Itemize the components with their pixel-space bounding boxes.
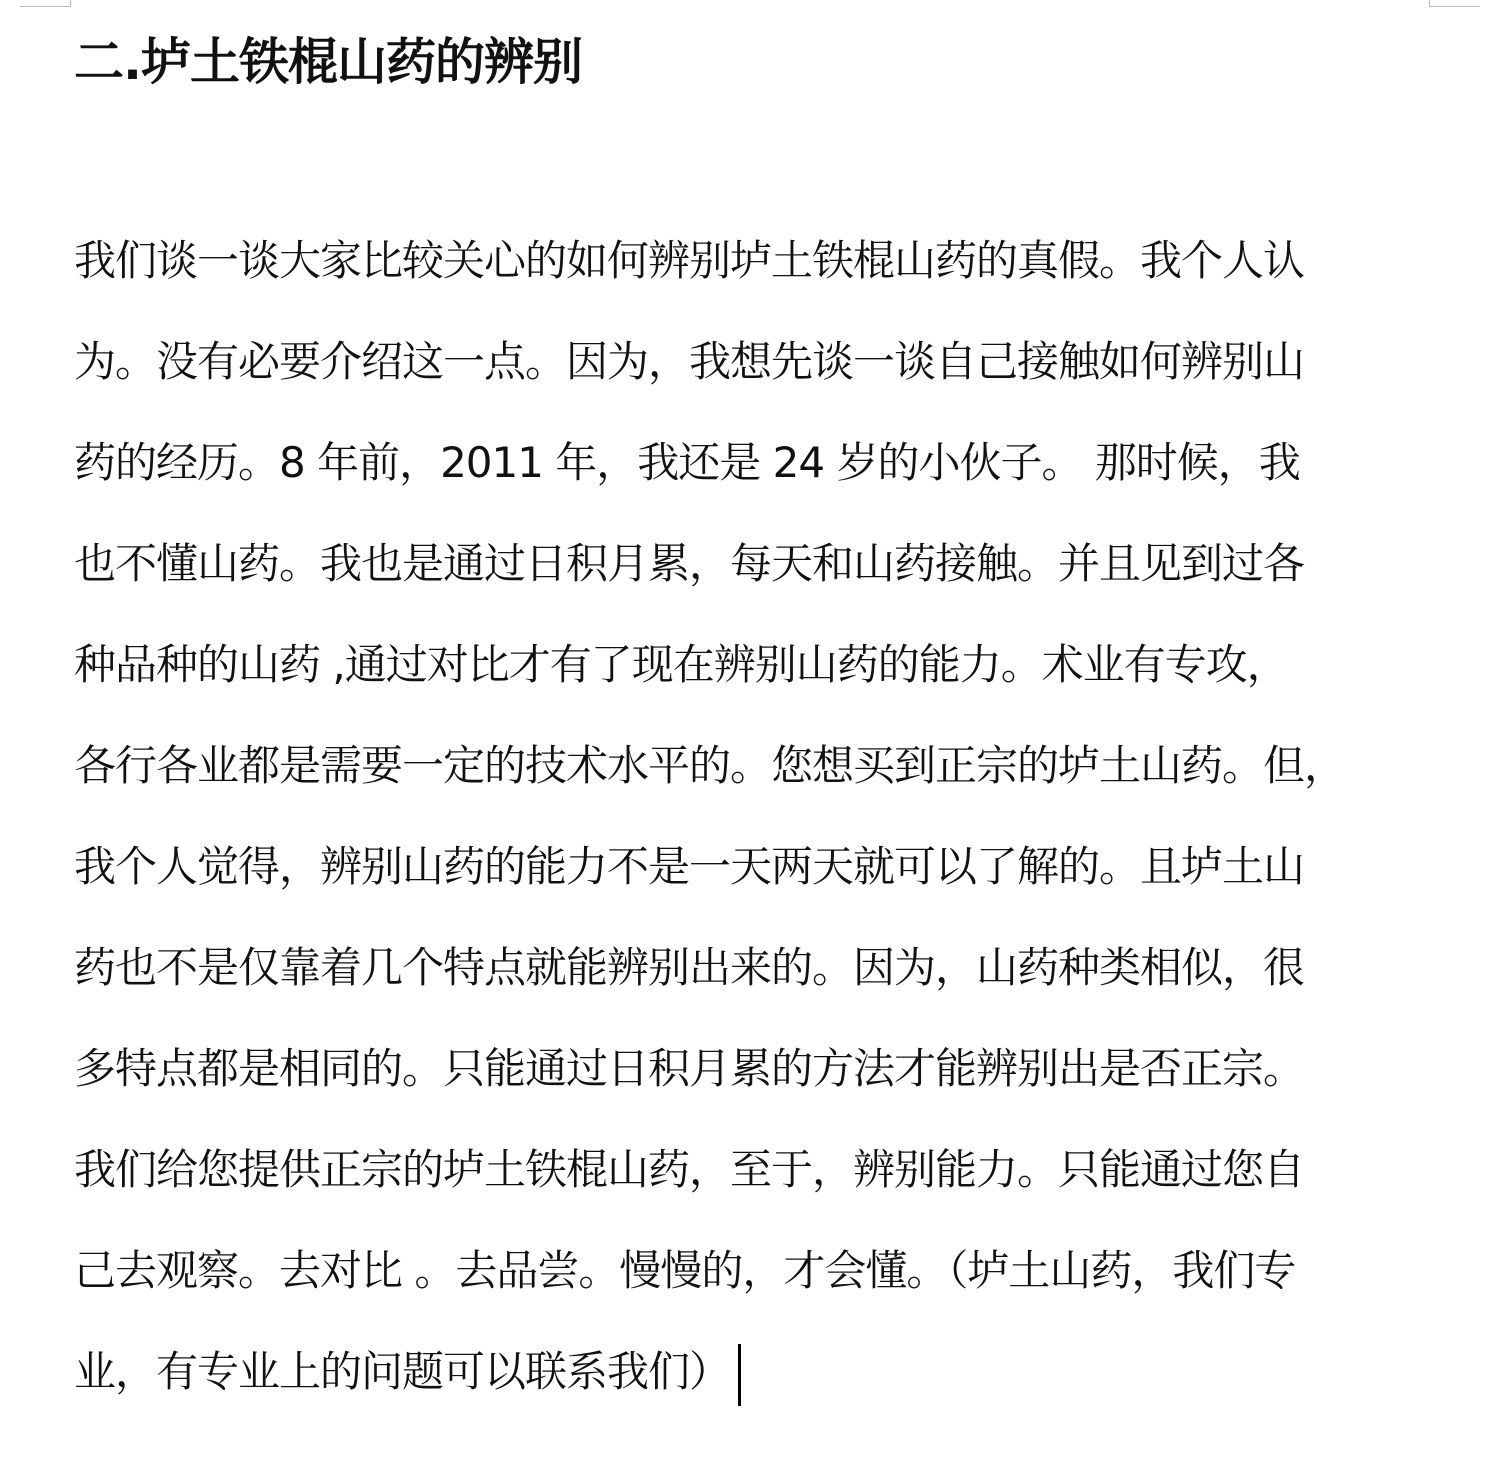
paragraph-line: 种品种的山药 ,通过对比才有了现在辨别山药的能力。术业有专攻， (74, 640, 1288, 689)
paragraph-line: 我们谈一谈大家比较关心的如何辨别垆土铁棍山药的真假。我个人认 (74, 236, 1305, 285)
paragraph-line: 我们给您提供正宗的垆土铁棍山药，至于，辨别能力。只能通过您自 (74, 1145, 1305, 1194)
paragraph-line: 也不懂山药。我也是通过日积月累，每天和山药接触。并且见到过各 (74, 539, 1305, 588)
paragraph-line-text: 业，有专业上的问题可以联系我们） (74, 1347, 731, 1396)
paragraph-line: 己去观察。去对比 。去品尝。慢慢的，才会懂。（垆土山药，我们专 (74, 1246, 1296, 1295)
page-corner-mark-right (1429, 0, 1480, 7)
paragraph-line: 药也不是仅靠着几个特点就能辨别出来的。因为，山药种类相似，很 (74, 943, 1305, 992)
paragraph-line: 为。没有必要介绍这一点。因为，我想先谈一谈自己接触如何辨别山 (74, 337, 1305, 386)
paragraph-line: 多特点都是相同的。只能通过日积月累的方法才能辨别出是否正宗。 (74, 1044, 1305, 1093)
page-corner-mark-left (20, 0, 71, 7)
paragraph-line: 药的经历。8 年前，2011 年，我还是 24 岁的小伙子。 那时候，我 (74, 438, 1300, 487)
text-cursor (738, 1344, 741, 1406)
paragraph-line-last (74, 1321, 1474, 1422)
body-paragraph[interactable] (74, 210, 1474, 1422)
paragraph-line: 我个人觉得，辨别山药的能力不是一天两天就可以了解的。且垆土山 (74, 842, 1305, 891)
section-heading: 二.垆土铁棍山药的辨别 (74, 33, 582, 91)
paragraph-line: 各行各业都是需要一定的技术水平的。您想买到正宗的垆土山药。但， (74, 741, 1346, 790)
